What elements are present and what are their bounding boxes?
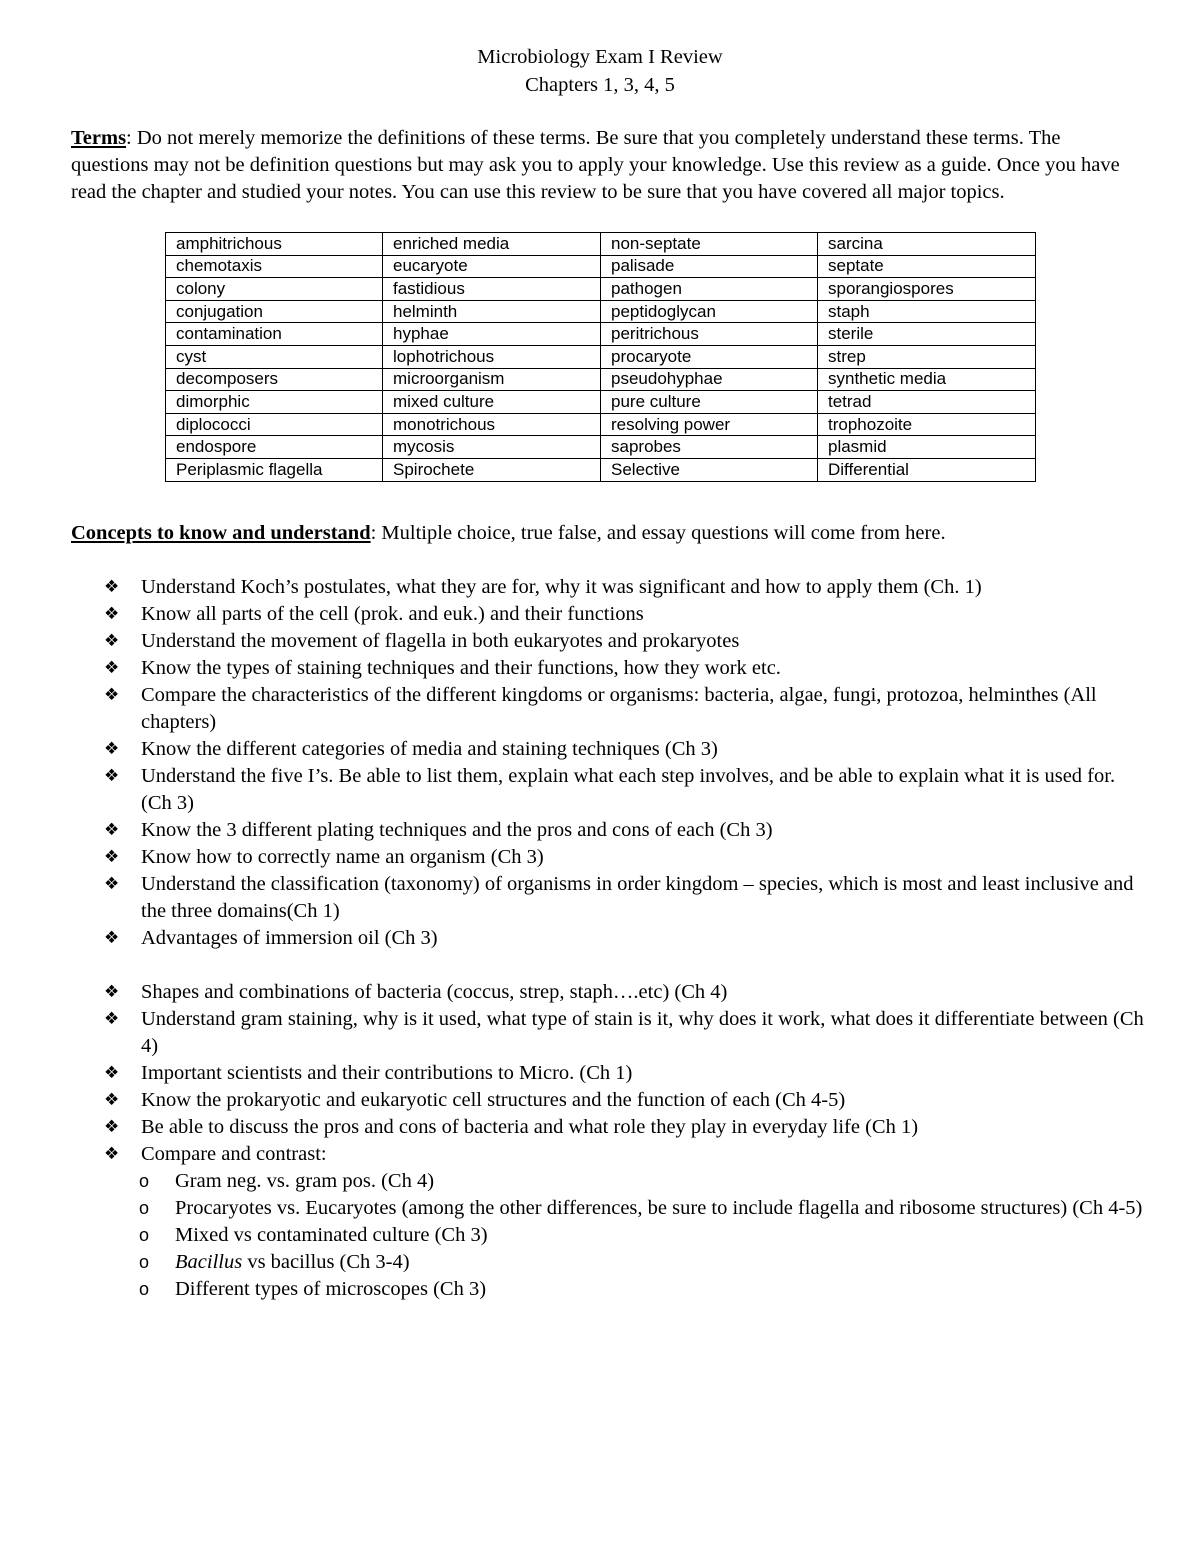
table-cell: colony <box>166 278 383 301</box>
table-cell: staph <box>818 300 1036 323</box>
table-cell: enriched media <box>383 233 601 256</box>
list-item-text: Know the different categories of media and staining techniques (Ch 3) <box>141 738 718 760</box>
table-cell: septate <box>818 255 1036 278</box>
list-item <box>104 682 1144 736</box>
list-item-text: Advantages of immersion oil (Ch 3) <box>141 927 438 949</box>
list-item-text: Compare and contrast: <box>141 1143 327 1165</box>
circle-bullet-icon: o <box>139 1279 150 1299</box>
concepts-label: Concepts to know and understand <box>71 522 371 544</box>
list-spacer <box>104 952 1144 979</box>
diamond-bullet-icon: ❖ <box>104 766 120 786</box>
table-cell: monotrichous <box>383 413 601 436</box>
list-item-text: Be able to discuss the pros and cons of bacteria and what role they play in everyday life (Ch 1) <box>141 1116 919 1138</box>
list-item-text: Understand the five I’s. Be able to list them, explain what each step involves, and be able to explain what it is used for. (Ch 3) <box>141 765 1116 814</box>
diamond-bullet-icon: ❖ <box>104 685 120 705</box>
table-cell: fastidious <box>383 278 601 301</box>
table-cell: trophozoite <box>818 413 1036 436</box>
list-item-text: Important scientists and their contributions to Micro. (Ch 1) <box>141 1062 633 1084</box>
table-row <box>166 391 1036 414</box>
diamond-bullet-icon: ❖ <box>104 1090 120 1110</box>
list-item-text: Understand Koch’s postulates, what they are for, why it was significant and how to apply them (Ch. 1) <box>141 576 982 598</box>
list-item <box>104 1006 1144 1060</box>
sub-list-item-text: Different types of microscopes (Ch 3) <box>175 1278 487 1300</box>
table-row <box>166 368 1036 391</box>
list-item <box>104 979 1144 1006</box>
table-row <box>166 278 1036 301</box>
list-item <box>104 736 1144 763</box>
diamond-bullet-icon: ❖ <box>104 874 120 894</box>
list-item-text: Know all parts of the cell (prok. and euk.) and their functions <box>141 603 644 625</box>
list-item <box>104 1087 1144 1114</box>
table-row <box>166 436 1036 459</box>
terms-intro-paragraph <box>71 125 1141 206</box>
diamond-bullet-icon: ❖ <box>104 820 120 840</box>
list-item <box>104 844 1144 871</box>
list-item <box>104 817 1144 844</box>
table-cell: chemotaxis <box>166 255 383 278</box>
table-cell: peptidoglycan <box>601 300 818 323</box>
sub-list-item-text: Procaryotes vs. Eucaryotes (among the other differences, be sure to include flagella and ribosome structures) (Ch 4-5) <box>175 1197 1143 1219</box>
table-cell: helminth <box>383 300 601 323</box>
list-item-text: Know the prokaryotic and eukaryotic cell structures and the function of each (Ch 4-5) <box>141 1089 846 1111</box>
diamond-bullet-icon: ❖ <box>104 658 120 678</box>
diamond-bullet-icon: ❖ <box>104 982 120 1002</box>
sub-list-item-text: Gram neg. vs. gram pos. (Ch 4) <box>175 1170 435 1192</box>
table-cell: plasmid <box>818 436 1036 459</box>
table-cell: Spirochete <box>383 458 601 481</box>
list-item-text: Understand gram staining, why is it used, what type of stain is it, why does it work, what does it differentiate between (Ch 4) <box>141 1008 1144 1057</box>
list-item-text: Know the 3 different plating techniques and the pros and cons of each (Ch 3) <box>141 819 773 841</box>
circle-bullet-icon: o <box>139 1252 150 1272</box>
sub-list-item <box>104 1276 1144 1303</box>
diamond-bullet-icon: ❖ <box>104 577 120 597</box>
diamond-bullet-icon: ❖ <box>104 1063 120 1083</box>
table-row <box>166 323 1036 346</box>
diamond-bullet-icon: ❖ <box>104 1144 120 1164</box>
table-row <box>166 255 1036 278</box>
table-row <box>166 300 1036 323</box>
table-row <box>166 458 1036 481</box>
list-item-text: Know how to correctly name an organism (Ch 3) <box>141 846 544 868</box>
terms-label: Terms <box>71 127 127 149</box>
diamond-bullet-icon: ❖ <box>104 739 120 759</box>
table-cell: hyphae <box>383 323 601 346</box>
sub-list-item-text: Mixed vs contaminated culture (Ch 3) <box>175 1224 488 1246</box>
concepts-header <box>71 520 946 547</box>
table-cell: Differential <box>818 458 1036 481</box>
sub-list-item <box>104 1195 1144 1222</box>
circle-bullet-icon: o <box>139 1198 150 1218</box>
table-cell: mixed culture <box>383 391 601 414</box>
table-cell: eucaryote <box>383 255 601 278</box>
list-item <box>104 871 1144 925</box>
table-cell: tetrad <box>818 391 1036 414</box>
table-cell: palisade <box>601 255 818 278</box>
list-item <box>104 763 1144 817</box>
table-cell: saprobes <box>601 436 818 459</box>
table-row <box>166 413 1036 436</box>
table-cell: decomposers <box>166 368 383 391</box>
table-cell: dimorphic <box>166 391 383 414</box>
list-item-text: Know the types of staining techniques and their functions, how they work etc. <box>141 657 781 679</box>
sub-list-item-text: vs bacillus (Ch 3-4) <box>247 1251 410 1273</box>
table-cell: resolving power <box>601 413 818 436</box>
table-cell: pathogen <box>601 278 818 301</box>
table-cell: Selective <box>601 458 818 481</box>
list-item <box>104 1114 1144 1141</box>
circle-bullet-icon: o <box>139 1225 150 1245</box>
table-cell: pure culture <box>601 391 818 414</box>
table-cell: cyst <box>166 345 383 368</box>
table-cell: contamination <box>166 323 383 346</box>
table-cell: sporangiospores <box>818 278 1036 301</box>
table-cell: synthetic media <box>818 368 1036 391</box>
table-cell: sarcina <box>818 233 1036 256</box>
table-cell: peritrichous <box>601 323 818 346</box>
italic-genus-name: Bacillus <box>175 1251 243 1273</box>
diamond-bullet-icon: ❖ <box>104 631 120 651</box>
list-item <box>104 1060 1144 1087</box>
table-cell: non-septate <box>601 233 818 256</box>
page-subtitle: Chapters 1, 3, 4, 5 <box>525 74 675 96</box>
list-item <box>104 601 1144 628</box>
diamond-bullet-icon: ❖ <box>104 928 120 948</box>
table-cell: diplococci <box>166 413 383 436</box>
table-cell: strep <box>818 345 1036 368</box>
table-row <box>166 345 1036 368</box>
diamond-bullet-icon: ❖ <box>104 1009 120 1029</box>
diamond-bullet-icon: ❖ <box>104 847 120 867</box>
list-item-text: Understand the classification (taxonomy) of organisms in order kingdom – species, which is most and least inclusive and the three domains(Ch 1) <box>141 873 1134 922</box>
table-row <box>166 233 1036 256</box>
table-cell: lophotrichous <box>383 345 601 368</box>
list-item <box>104 1141 1144 1168</box>
table-cell: procaryote <box>601 345 818 368</box>
list-item <box>104 925 1144 952</box>
table-cell: conjugation <box>166 300 383 323</box>
list-item <box>104 655 1144 682</box>
table-cell: microorganism <box>383 368 601 391</box>
table-cell: mycosis <box>383 436 601 459</box>
list-item-text: Compare the characteristics of the different kingdoms or organisms: bacteria, algae, fungi, protozoa, helminthes (All chapters) <box>141 684 1097 733</box>
list-item-text: Understand the movement of flagella in both eukaryotes and prokaryotes <box>141 630 740 652</box>
concepts-list <box>104 574 1144 1303</box>
table-cell: Periplasmic flagella <box>166 458 383 481</box>
sub-list-item <box>104 1168 1144 1195</box>
terms-intro-text: : Do not merely memorize the definitions of these terms. Be sure that you completely understand these terms. The questions may not be definition questions but may ask you to apply your knowledge. Use this review as a guide. Once you have read the chapter and studied your notes. You can use this review to be sure that you have covered all major topics. <box>71 127 1120 203</box>
list-item <box>104 574 1144 601</box>
sub-list-item <box>104 1222 1144 1249</box>
diamond-bullet-icon: ❖ <box>104 604 120 624</box>
diamond-bullet-icon: ❖ <box>104 1117 120 1137</box>
table-cell: sterile <box>818 323 1036 346</box>
table-cell: pseudohyphae <box>601 368 818 391</box>
list-item-text: Shapes and combinations of bacteria (coccus, strep, staph….etc) (Ch 4) <box>141 981 728 1003</box>
concepts-header-text: : Multiple choice, true false, and essay questions will come from here. <box>370 522 946 544</box>
circle-bullet-icon: o <box>139 1171 150 1191</box>
list-item <box>104 628 1144 655</box>
sub-list-item <box>104 1249 1144 1276</box>
table-cell: amphitrichous <box>166 233 383 256</box>
terms-table <box>165 232 1036 482</box>
table-cell: endospore <box>166 436 383 459</box>
page-title: Microbiology Exam I Review <box>477 46 723 68</box>
